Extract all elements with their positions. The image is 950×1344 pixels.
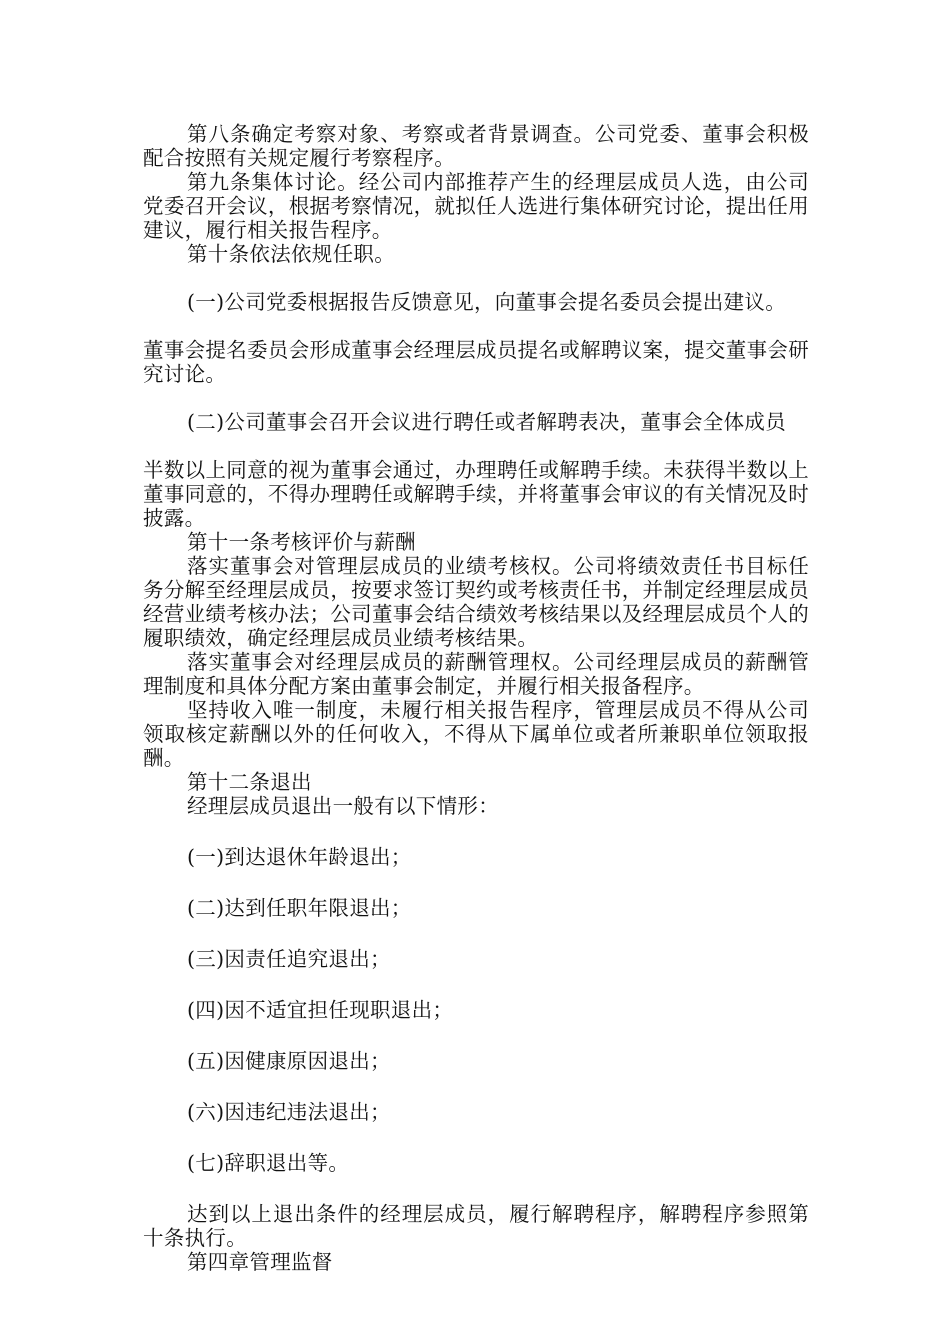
list-item: (六)因违纪违法退出； xyxy=(187,1100,391,1124)
article-8-paragraph: 第八条确定考察对象、考察或者背景调查。公司党委、董事会积极配合按照有关规定履行考察程序。 xyxy=(143,122,809,170)
article-10-heading: 第十条依法依规任职。 xyxy=(187,242,395,266)
article-10-item-2: (二)公司董事会召开会议进行聘任或者解聘表决，董事会全体成员 xyxy=(187,410,786,434)
document-page xyxy=(143,122,809,1274)
list-item: (四)因不适宜担任现职退出； xyxy=(187,998,454,1022)
list-item: (五)因健康原因退出； xyxy=(187,1049,391,1073)
article-12-heading: 第十二条退出 xyxy=(187,770,312,794)
article-11-heading: 第十一条考核评价与薪酬 xyxy=(187,530,416,554)
article-10-item-2-continued: 半数以上同意的视为董事会通过，办理聘任或解聘手续。未获得半数以上董事同意的，不得办理聘任或解聘手续，并将董事会审议的有关情况及时披露。 xyxy=(143,458,809,530)
article-10-item-1: (一)公司党委根据报告反馈意见，向董事会提名委员会提出建议。 xyxy=(187,290,786,314)
list-item: (七)辞职退出等。 xyxy=(187,1151,350,1175)
list-item: (一)到达退休年龄退出； xyxy=(187,845,412,869)
exit-intro: 经理层成员退出一般有以下情形： xyxy=(187,794,499,818)
article-10-item-1-continued: 董事会提名委员会形成董事会经理层成员提名或解聘议案，提交董事会研究讨论。 xyxy=(143,338,809,386)
salary-management-paragraph: 落实董事会对经理层成员的薪酬管理权。公司经理层成员的薪酬管理制度和具体分配方案由董事会制定，并履行相关报备程序。 xyxy=(143,650,809,698)
list-item: (二)达到任职年限退出； xyxy=(187,896,412,920)
article-9-paragraph: 第九条集体讨论。经公司内部推荐产生的经理层成员人选，由公司党委召开会议，根据考察情况，就拟任人选进行集体研究讨论，提出任用建议，履行相关报告程序。 xyxy=(143,170,809,242)
single-income-paragraph: 坚持收入唯一制度，未履行相关报告程序，管理层成员不得从公司领取核定薪酬以外的任何收入，不得从下属单位或者所兼职单位领取报酬。 xyxy=(143,698,809,770)
exit-conditions-list xyxy=(143,845,809,1175)
list-item: (三)因责任追究退出； xyxy=(187,947,391,971)
dismissal-procedure-paragraph: 达到以上退出条件的经理层成员，履行解聘程序，解聘程序参照第十条执行。 xyxy=(143,1202,809,1250)
chapter-4-heading: 第四章管理监督 xyxy=(187,1250,333,1274)
performance-appraisal-paragraph: 落实董事会对管理层成员的业绩考核权。公司将绩效责任书目标任务分解至经理层成员，按要求签订契约或考核责任书，并制定经理层成员经营业绩考核办法；公司董事会结合绩效考核结果以及经理层成员个人的履职绩效，确定经理层成员业绩考核结果。 xyxy=(143,554,809,650)
